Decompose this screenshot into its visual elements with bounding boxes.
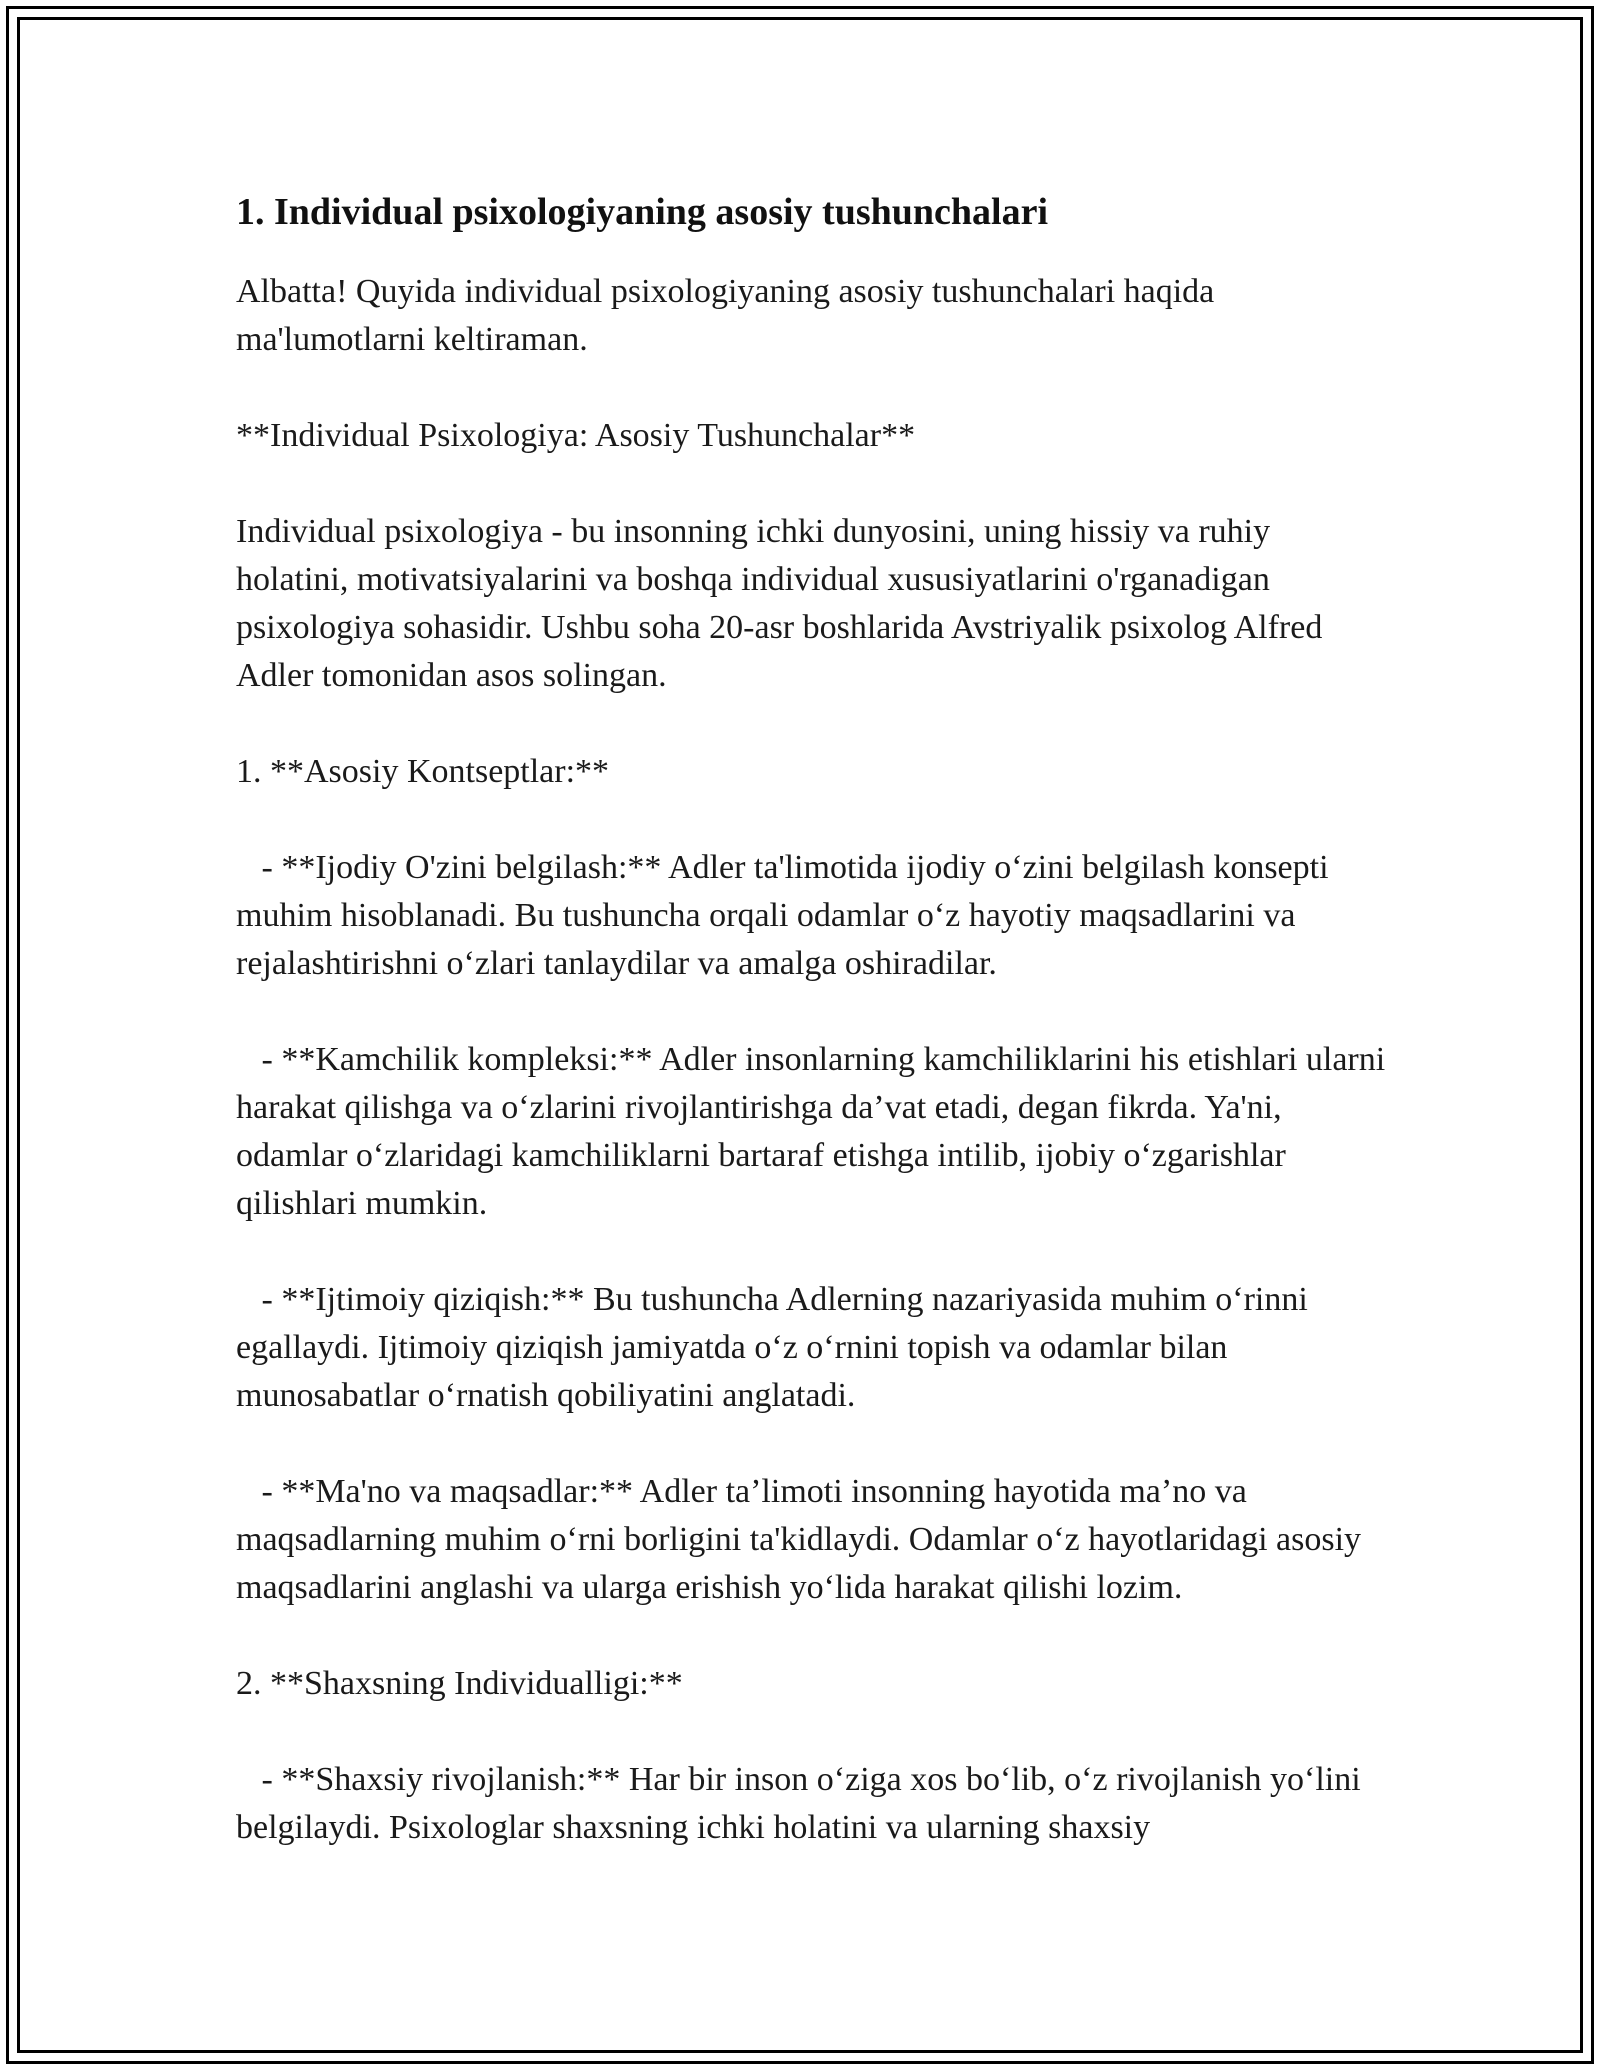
document-body — [236, 186, 1394, 1852]
list-item-inferiority-complex: - **Kamchilik kompleksi:** Adler insonlarning kamchiliklarini his etishlari ularni harakat qilishga va o‘zlarini rivojlantirishga da’vat etadi, degan fikrda. Ya'ni, odamlar o‘zlaridagi kamchiliklarni bartaraf etishga intilib, ijobiy o‘zgarishlar qilishlari mumkin. — [236, 1041, 1394, 1222]
list-item-personal-development: - **Shaxsiy rivojlanish:** Har bir inson o‘ziga xos bo‘lib, o‘z rivojlanish yo‘lini belgilaydi. Psixologlar shaxsning ichki holatini va ularning shaxsiy — [236, 1761, 1370, 1846]
document-title: 1. Individual psixologiyaning asosiy tushunchalari — [236, 191, 1049, 233]
list-heading-concepts: 1. **Asosiy Kontseptlar:** — [236, 753, 610, 790]
definition-paragraph: Individual psixologiya - bu insonning ichki dunyosini, uning hissiy va ruhiy holatini, motivatsiyalarini va boshqa individual xususiyatlarini o'rganadigan psixologiya sohasidir. Ushbu soha 20-asr boshlarida Avstriyalik psixolog Alfred Adler tomonidan asos solingan. — [236, 513, 1323, 694]
intro-paragraph: Albatta! Quyida individual psixologiyaning asosiy tushunchalari haqida ma'lumotlarni keltiraman. — [236, 273, 1215, 358]
section-heading-paragraph: **Individual Psixologiya: Asosiy Tushunchalar** — [236, 417, 916, 454]
list-item-creative-self: - **Ijodiy O'zini belgilash:** Adler ta'limotida ijodiy o‘zini belgilash konsepti muhim hisoblanadi. Bu tushuncha orqali odamlar o‘z hayotiy maqsadlarini va rejalashtirishni o‘zlari tanlaydilar va amalga oshiradilar. — [236, 849, 1338, 982]
list-heading-individuality: 2. **Shaxsning Individualligi:** — [236, 1665, 683, 1702]
list-item-social-interest: - **Ijtimoiy qiziqish:** Bu tushuncha Adlerning nazariyasida muhim o‘rinni egallaydi. Ijtimoiy qiziqish jamiyatda o‘z o‘rnini topish va odamlar bilan munosabatlar o‘rnatish qobiliyatini anglatadi. — [236, 1281, 1317, 1414]
list-item-meaning-goals: - **Ma'no va maqsadlar:** Adler ta’limoti insonning hayotida ma’no va maqsadlarning muhim o‘rni borligini ta'kidlaydi. Odamlar o‘z hayotlaridagi asosiy maqsadlarini anglashi va ularga erishish yo‘lida harakat qilishi lozim. — [236, 1473, 1370, 1606]
